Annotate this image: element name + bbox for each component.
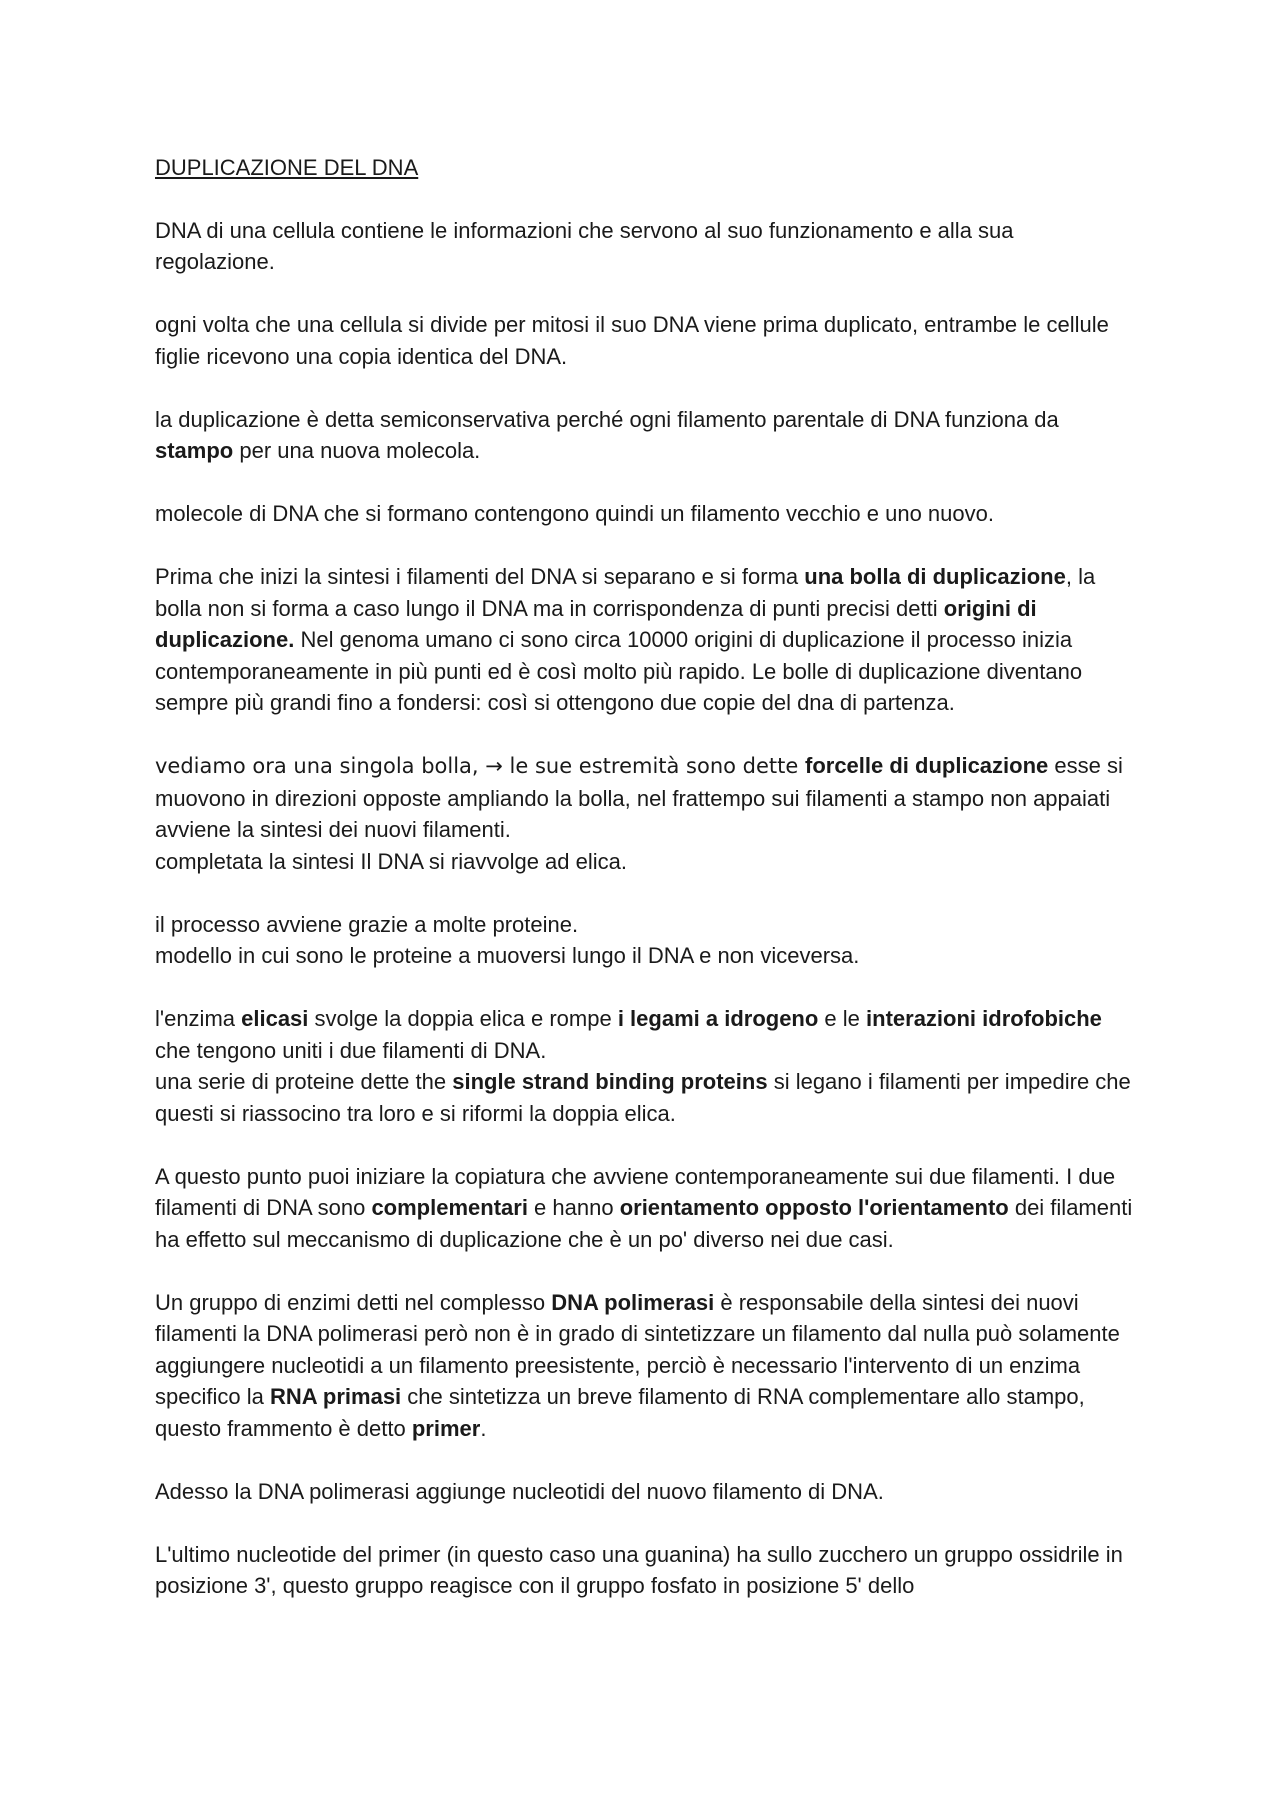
text-line xyxy=(155,561,1135,719)
text-run: esse si muovono in direzioni opposte ampliando la bolla, nel frattempo sui filamenti a stampo non appaiati avviene la sintesi dei nuovi filamenti. xyxy=(155,753,1123,842)
paragraph xyxy=(155,309,1135,372)
text-run: DNA di una cellula contiene le informazioni che servono al suo funzionamento e alla sua regolazione. xyxy=(155,217,1014,274)
paragraph xyxy=(155,498,1135,530)
text-run: modello in cui sono le proteine a muoversi lungo il DNA e non viceversa. xyxy=(155,943,860,968)
text-line xyxy=(155,750,1135,846)
text-line xyxy=(155,215,1135,278)
text-run: e le xyxy=(818,1006,867,1031)
text-line xyxy=(155,1003,1135,1066)
bold-term: complementari xyxy=(371,1195,528,1220)
paragraph xyxy=(155,750,1135,877)
text-run: completata la sintesi Il DNA si riavvolge ad elica. xyxy=(155,848,627,874)
text-run: la duplicazione è detta semiconservativa perché ogni filamento parentale di DNA funziona da xyxy=(155,406,1059,432)
text-run: molecole di DNA che si formano contengono quindi un filamento vecchio e uno nuovo. xyxy=(155,501,994,526)
text-run: una serie di proteine dette the xyxy=(155,1069,453,1094)
bold-term: DNA polimerasi xyxy=(551,1289,715,1315)
text-run: A questo punto puoi iniziare la copiatura che avviene contemporaneamente sui due filamenti. I due filamenti di DNA sono xyxy=(155,1163,1116,1220)
paragraph xyxy=(155,404,1135,467)
paragraph xyxy=(155,215,1135,278)
bold-term: elicasi xyxy=(241,1006,309,1031)
text-run: svolge la doppia elica e rompe xyxy=(308,1006,618,1031)
text-run: Adesso la DNA polimerasi aggiunge nucleotidi del nuovo filamento di DNA. xyxy=(155,1478,884,1504)
text-line xyxy=(155,404,1135,467)
document-title: DUPLICAZIONE DEL DNA xyxy=(155,155,419,180)
text-line xyxy=(155,940,1135,972)
text-line xyxy=(155,1539,1135,1602)
paragraph xyxy=(155,1476,1135,1508)
text-run: L'ultimo nucleotide del primer (in questo caso una guanina) ha sullo zucchero un gruppo ossidrile in posizione 3', questo gruppo reagisce con il gruppo fosfato in posizione 5' dello xyxy=(155,1541,1123,1598)
text-line xyxy=(155,1476,1135,1508)
bold-term: forcelle di duplicazione xyxy=(805,753,1049,778)
text-run: che sintetizza un breve filamento di RNA complementare allo stampo, questo frammento è detto xyxy=(155,1384,1085,1441)
bold-term: stampo xyxy=(155,438,234,463)
bold-term: single strand binding proteins xyxy=(452,1069,768,1094)
text-line xyxy=(155,846,1135,878)
text-run: si legano i filamenti per impedire che questi si riassocino tra loro e si riformi la doppia elica. xyxy=(155,1069,1131,1126)
text-run: Un gruppo di enzimi detti nel complesso xyxy=(155,1289,552,1315)
paragraph xyxy=(155,1003,1135,1129)
text-run: ogni volta che una cellula si divide per mitosi il suo DNA viene prima duplicato, entrambe le cellule figlie ricevono una copia identica del DNA. xyxy=(155,312,1109,369)
paragraph xyxy=(155,561,1135,719)
bold-term: i legami a idrogeno xyxy=(617,1006,819,1031)
text-line xyxy=(155,909,1135,941)
bold-term: orientamento opposto l'orientamento xyxy=(619,1195,1009,1220)
text-run: il processo avviene grazie a molte proteine. xyxy=(155,911,579,937)
bold-term: origini di duplicazione. xyxy=(155,595,1037,652)
text-line xyxy=(155,1161,1135,1256)
paragraph xyxy=(155,1161,1135,1256)
text-run: e hanno xyxy=(527,1195,620,1220)
text-line xyxy=(155,309,1135,372)
text-run: dei filamenti ha effetto sul meccanismo di duplicazione che è un po' diverso nei due casi. xyxy=(155,1195,1133,1252)
bold-term: una bolla di duplicazione xyxy=(804,564,1066,589)
bold-term: interazioni idrofobiche xyxy=(866,1006,1102,1031)
text-run: vediamo ora una singola bolla, → le sue estremità sono dette xyxy=(155,754,805,778)
document-page xyxy=(155,152,1135,1633)
paragraph xyxy=(155,1287,1135,1445)
text-line xyxy=(155,1287,1135,1445)
document-body xyxy=(155,215,1135,1602)
text-run: è responsabile della sintesi dei nuovi filamenti la DNA polimerasi però non è in grado di sintetizzare un filamento dal nulla può solamente aggiungere nucleotidi a un filamento preesistente, perciò è necessario l'intervento di un enzima specifico la xyxy=(155,1289,1120,1409)
text-run: per una nuova molecola. xyxy=(233,438,481,463)
bold-term: primer xyxy=(411,1415,481,1441)
text-run: che tengono uniti i due filamenti di DNA. xyxy=(155,1037,547,1063)
text-run: l'enzima xyxy=(155,1006,242,1031)
paragraph xyxy=(155,909,1135,972)
text-run: . xyxy=(480,1415,487,1441)
text-line xyxy=(155,498,1135,530)
paragraph xyxy=(155,1539,1135,1602)
bold-term: RNA primasi xyxy=(269,1384,402,1409)
text-run: Nel genoma umano ci sono circa 10000 origini di duplicazione il processo inizia contemporaneamente in più punti ed è così molto più rapido. Le bolle di duplicazione diventano sempre più grandi fino a fondersi: così si ottengono due copie del dna di partenza. xyxy=(155,627,1083,715)
text-run: Prima che inizi la sintesi i filamenti del DNA si separano e si forma xyxy=(155,564,805,589)
text-run: , la bolla non si forma a caso lungo il DNA ma in corrispondenza di punti precisi detti xyxy=(155,564,1096,621)
text-line xyxy=(155,1066,1135,1129)
